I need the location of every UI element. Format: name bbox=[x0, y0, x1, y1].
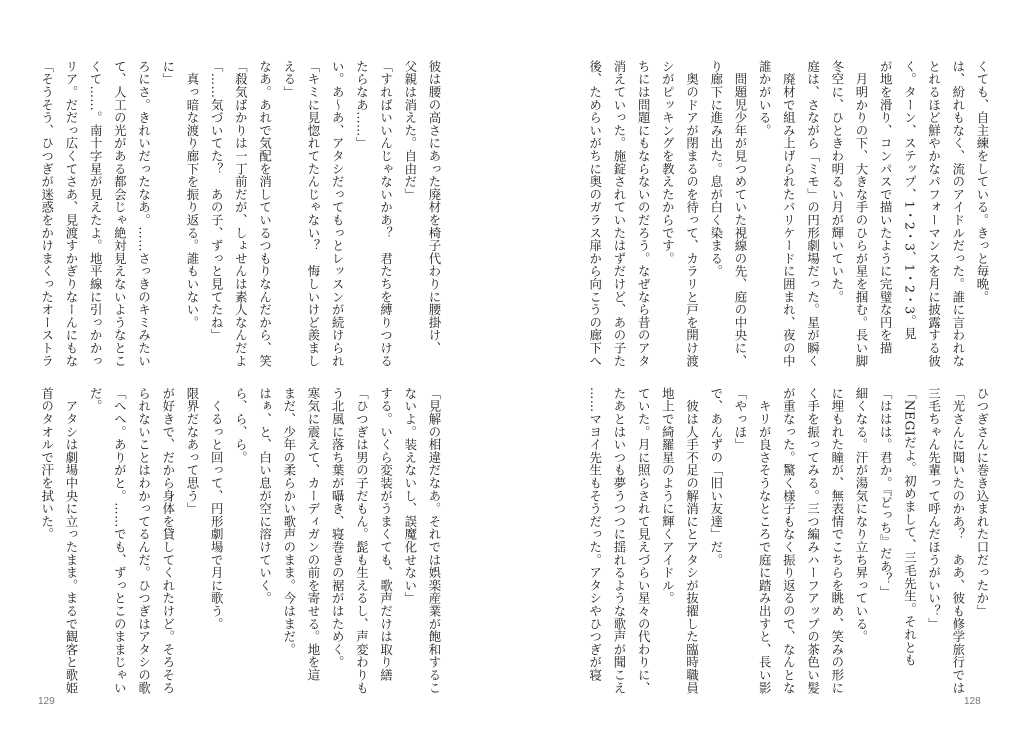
right-page bbox=[512, 0, 1024, 733]
right-page-bottom-text: ひつぎさんに巻き込まれた口だったか」 「光さんに聞いたのかあ？ ああ、彼も修学旅行では 三毛ちゃん先輩って呼んだほうがいい？」 「NEGIだよ。初めまして、三毛先生。それとも 「ははは。君か。『どっち』だあ？」 細くなる。汗が湯気になり立ち昇っている。 に埋もれた瞳が、無表情でこちらを眺め、笑みの形に く手を振ってみる。三つ編みハーフアップの茶色い髪 が重なった。驚く様子もなく振り返るので、なんとな キリが良さそうなところで庭に踏み出すと、長い影 「やっほ」 で、あんずの「旧い友達」だ。 彼は人手不足の解消にとアタシが抜擢した臨時職員 地上で綺羅星のように輝くアイドル。 ていた。月に照らされて見えづらい星々の代わりに、 たあとはいつも夢うつつに揺れるような歌声が聞こえ ……マヨイ先生もそうだった。アタシやひつぎが寝 bbox=[587, 387, 990, 695]
left-page-top-text: 彼は腰の高さにあった廃材を椅子代わりに腰掛け、 父親は消えた。自由だ」 「すればいいんじゃないかあ？ 君たちを縛りつける たらなあ……」 い。あ〜あ、アタシだってもっとレッスンが続けられ 「キミに見惚れてたんじゃない？ 悔しいけど羨まし える」 なあ。あれで気配を消しているつもりなんだから、笑 「殺気ばかりは一丁前だが、しょせんは素人なんだよ 「……気づいてた？ あの子、ずっと見てたね」 真っ暗な渡り廊下を振り返る。誰もいない。 に」 ろにさ。きれいだったなあ。……さっきのキミみたい て、人工の光がある都会じゃ絶対見えないようなとこ くて……。南十字星が見えたよ。地平線に引っかかっ リア。だだっ広くてさあ、見渡すかぎりなーんにもな 「そうそう、ひつぎが迷惑をかけまくったオーストラ bbox=[39, 60, 442, 368]
left-page-bottom-text: 「見解の相違だなあ。それでは娯楽産業が飽和するこ ないよ。装えないし、誤魔化せない」 する。いくら変装がうまくても、歌声だけは取り繕 「ひつぎは男の子だもん。髭も生えるし、声変わりも う北風に落ち葉が囁き、寝巻きの裾がはためく。 寒気に震えて、カーディガンの前を寄せる。地を這 まだ、少年の柔らかい歌声のまま。今はまだ。 はぁ、と、白い息が空に溶けていく。 ら、ら、ら。 くるっと回って、円形劇場で月に歌う。 限界だなあって思う」 が好きで、だから身体を貸してくれたけど。そろそろ られないことはわかってるんだ。ひつぎはアタシの歌 「へへ。ありがと。……でも、ずっとこのままじゃい だ。 アタシは劇場中央に立ったまま。まるで観客と歌姫 首のタオルで汗を拭いた。 bbox=[39, 387, 442, 695]
left-page-number: 129 bbox=[38, 696, 55, 707]
right-page-number: 128 bbox=[964, 696, 981, 707]
right-page-top-text: くても、自主練をしている。きっと毎晩。 は、紛れもなく、流のアイドルだった。誰に言われな とれるほど鮮やかなパフォーマンスを月に披露する彼 く。ターン、ステップ、1・2・3、1・2・3。見 が地を滑り、コンパスで描いたように完璧な円を描 月明かりの下、大きな手のひらが星を掴む。長い脚 冬空に、ひときわ明るい月が輝いていた。 庭は、さながら「ミモ」の円形劇場だった。星が瞬く 廃材で組み上げられたバリケードに囲まれ、夜の中 誰かがいる。 問題児少年が見つめていた視線の先、庭の中央に、 り廊下に進み出た。息が白く染まる。 奥のドアが閉まるのを待って、カラリと戸を開け渡 シがピッキングを教えたからです。 ちには問題にもならないのだろう。なぜなら昔のアタ 消えていった。施錠されていたはずだけど、あの子た 後、ためらいがちに奥のガラス扉から向こうの廊下へ bbox=[587, 60, 990, 368]
